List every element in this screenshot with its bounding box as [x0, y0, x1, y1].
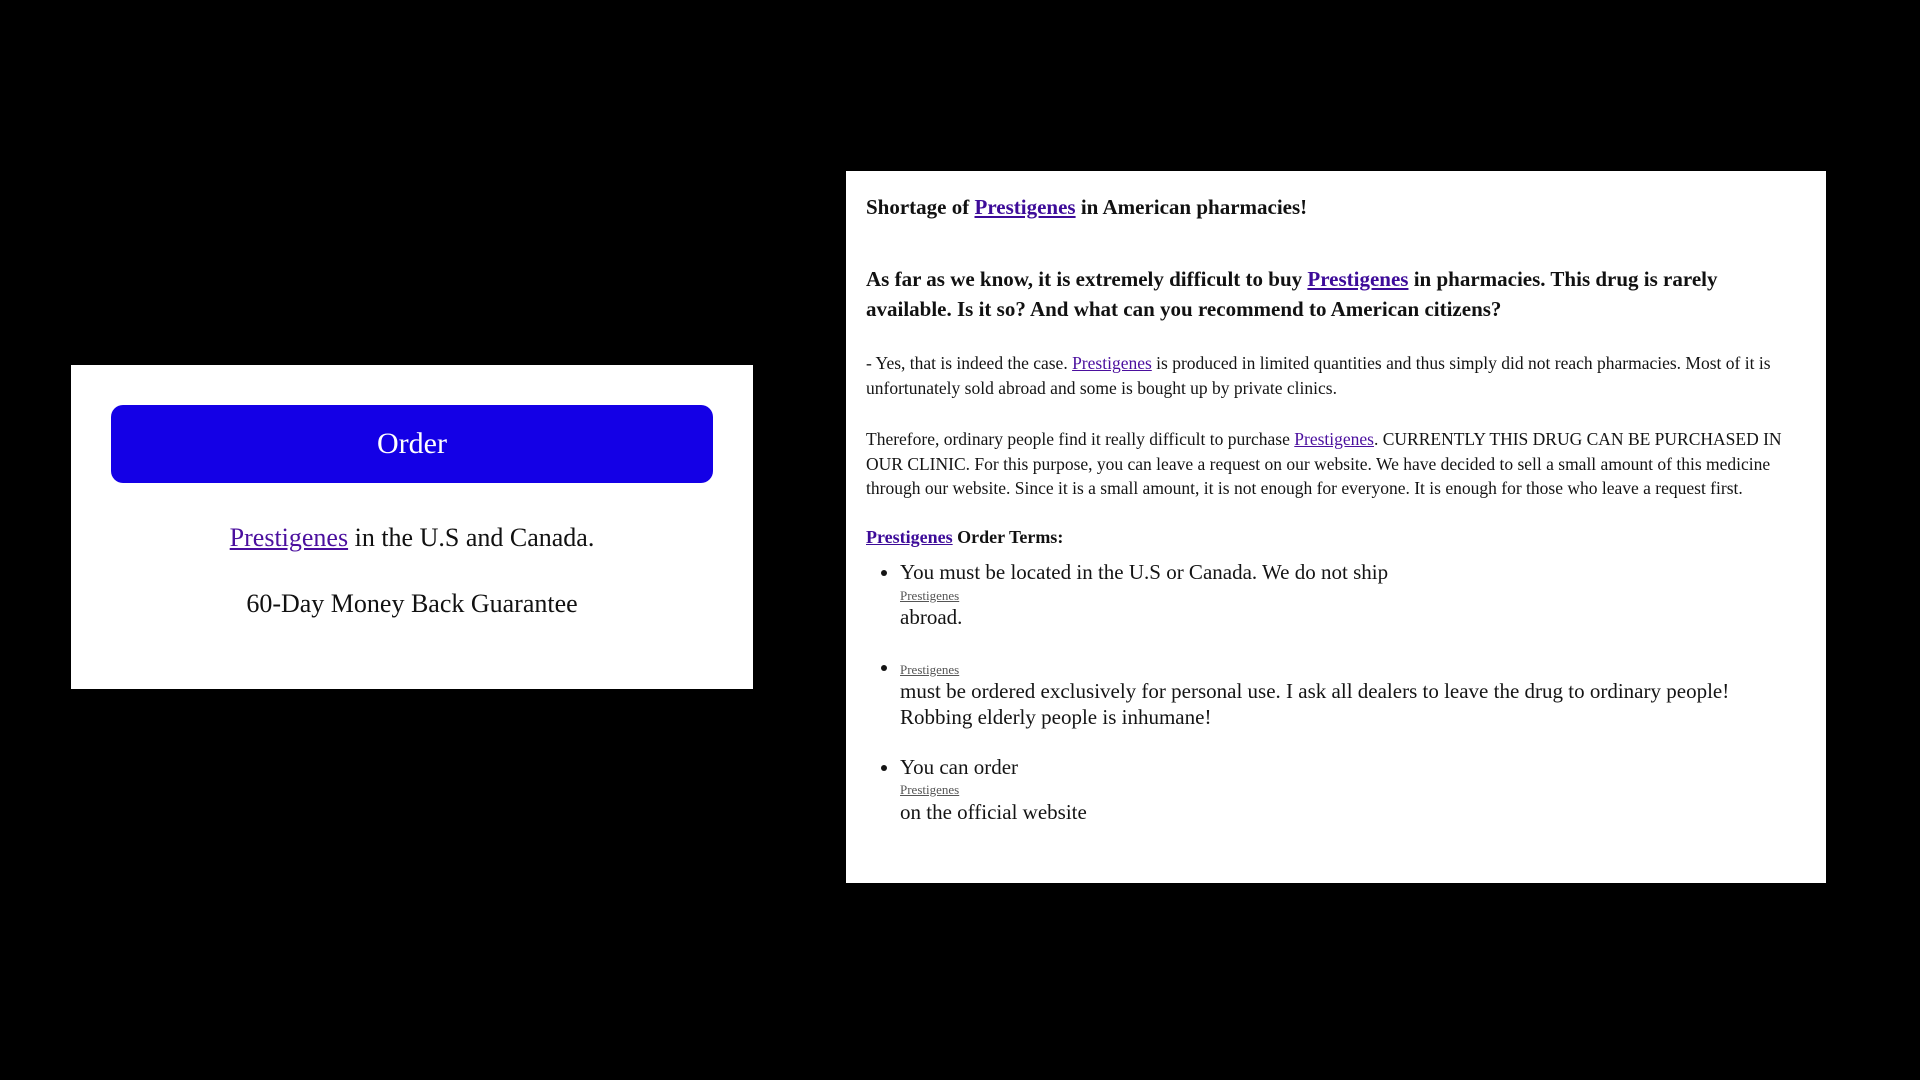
headline-2-suffix: in pharmacies. This drug is rarely available. Is it so? And what can you recommend to American citizens?	[866, 267, 1718, 322]
brand-link-term-1[interactable]: Prestigenes	[900, 587, 960, 603]
article-paragraph-answer	[866, 351, 1800, 401]
term-3-trail: on the official website	[900, 799, 1087, 824]
article-paragraph-clinic	[866, 427, 1800, 502]
order-terms-heading	[866, 527, 1800, 548]
order-button[interactable]: Order	[111, 405, 713, 483]
article-headline-question	[866, 265, 1800, 325]
headline-2-prefix: As far as we know, it is extremely difficult to buy	[866, 267, 1308, 292]
list-item	[900, 655, 1800, 731]
para-1-prefix: - Yes, that is indeed the case.	[866, 352, 1073, 373]
money-back-guarantee-text: 60-Day Money Back Guarantee	[246, 589, 578, 618]
brand-link-headline-2[interactable]: Prestigenes	[1307, 267, 1409, 292]
list-item	[900, 755, 1800, 826]
brand-link-headline-1[interactable]: Prestigenes	[974, 195, 1076, 219]
para-2-suffix: . CURRENTLY THIS DRUG CAN BE PURCHASED IN OUR CLINIC. For this purpose, you can leave a request on our website. We have decided to sell a small amount of this medicine through our website. Since it is a small amount, it is not enough for everyone. It is enough for those who leave a request first.	[866, 428, 1782, 499]
order-tagline-rest: in the U.S and Canada.	[348, 523, 595, 552]
term-1-lead: You must be located in the U.S or Canada. We do not ship	[900, 560, 1389, 585]
brand-link-term-2[interactable]: • Prestigenes	[900, 661, 960, 677]
list-item	[900, 560, 1800, 631]
article-panel	[846, 171, 1826, 883]
para-1-suffix: is produced in limited quantities and thus simply did not reach pharmacies. Most of it is unfortunately sold abroad and some is bought up by private clinics.	[866, 352, 1771, 398]
term-2-trail: must be ordered exclusively for personal use. I ask all dealers to leave the drug to ordinary people! Robbing elderly people is inhumane!	[900, 679, 1730, 730]
brand-link-terms-heading[interactable]: Prestigenes	[866, 527, 953, 548]
headline-1-suffix: in American pharmacies!	[1075, 195, 1308, 219]
term-3-lead: You can order	[900, 754, 1019, 779]
brand-link-para-2[interactable]: Prestigenes	[1294, 428, 1374, 449]
order-terms-list	[866, 560, 1800, 825]
term-1-trail: abroad.	[900, 605, 963, 630]
brand-link-para-1[interactable]: Prestigenes	[1072, 352, 1152, 373]
article-headline-primary	[866, 193, 1800, 221]
headline-1-prefix: Shortage of	[866, 195, 975, 219]
order-panel	[71, 365, 753, 689]
para-2-prefix: Therefore, ordinary people find it really difficult to purchase	[866, 428, 1295, 449]
terms-heading-rest: Order Terms:	[952, 527, 1064, 548]
brand-link-tagline[interactable]: Prestigenes	[229, 523, 349, 552]
order-tagline	[111, 523, 713, 553]
brand-link-term-3[interactable]: Prestigenes	[900, 782, 960, 798]
